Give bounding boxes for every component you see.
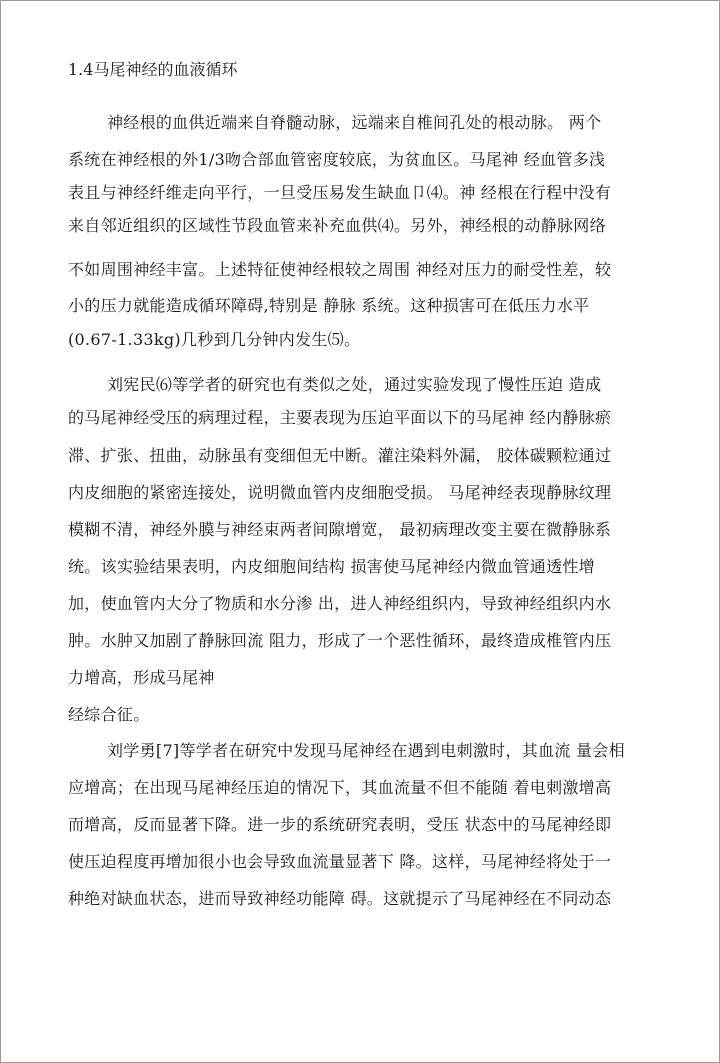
paragraph-line: 力增高，形成马尾神 [68,668,215,687]
paragraph-line: 来自邻近组织的区域性节段血管来补充血供⑷。另外，神经根的动静脉网络 [68,216,606,235]
paragraph-line: 模糊不清，神经外膜与神经束两者间隙增宽， 最初病理改变主要在微静脉系 [68,520,612,539]
paragraph-line: 应增高；在出现马尾神经压迫的情况下，其血流量不但不能随 着电刺激增高 [68,778,612,797]
paragraph-line: 表且与神经纤维走向平行，一旦受压易发生缺血卩⑷。神 经根在行程中没有 [68,183,612,202]
paragraph-line: 经综合征。 [68,705,150,724]
paragraph-line: 统。该实验结果表明，内皮细胞间结构 损害使马尾神经内微血管通透性增 [68,557,595,576]
paragraph-line: 系统在神经根的外1/3吻合部血管密度较底，为贫血区。马尾神 经血管多浅 [68,150,606,169]
paragraph-line: 种绝对缺血状态，进而导致神经功能障 碍。这就提示了马尾神经在不同动态 [68,889,612,908]
paragraph-line: 滞、扩张、扭曲，动脉虽有变细但无中断。灌注染料外漏， 胶体碳颗粒通过 [68,446,612,465]
paragraph-line: 小的压力就能造成循环障碍,特别是 静脉 系统。这种损害可在低压力水平 [68,296,590,315]
paragraph-line: 肿。水肿又加剧了静脉回流 阻力，形成了一个恶性循环，最终造成椎管内压 [68,631,612,650]
paragraph-line: 刘宪民⑹等学者的研究也有类似之处，通过实验发现了慢性压迫 造成 [107,375,602,394]
paragraph-line: 神经根的血供近端来自脊髓动脉，远端来自椎间孔处的根动脉。 两个 [107,113,602,132]
paragraph-line: 的马尾神经受压的病理过程，主要表现为压迫平面以下的马尾神 经内静脉瘀 [68,408,612,427]
paragraph-line: 不如周围神经丰富。上述特征使神经根较之周围 神经对压力的耐受性差，较 [68,260,612,279]
paragraph-line: (0.67-1.33kg)几秒到几分钟内发生⑸。 [68,330,361,349]
paragraph-line: 而增高，反而显著下降。进一步的系统研究表明，受压 状态中的马尾神经即 [68,815,612,834]
paragraph-line: 使压迫程度再增加很小也会导致血流量显著下 降。这样，马尾神经将处于一 [68,852,612,871]
paragraph-line: 内皮细胞的紧密连接处，说明微血管内皮细胞受损。 马尾神经表现静脉纹理 [68,483,612,502]
section-heading: 1.4马尾神经的血液循环 [68,60,238,79]
paragraph-line: 加，使血管内大分了物质和水分渗 出，进人神经组织内，导致神经组织内水 [68,594,612,613]
paragraph-line: 刘学勇[7]等学者在研究中发现马尾神经在遇到电刺激时，其血流 量会相 [107,741,625,760]
